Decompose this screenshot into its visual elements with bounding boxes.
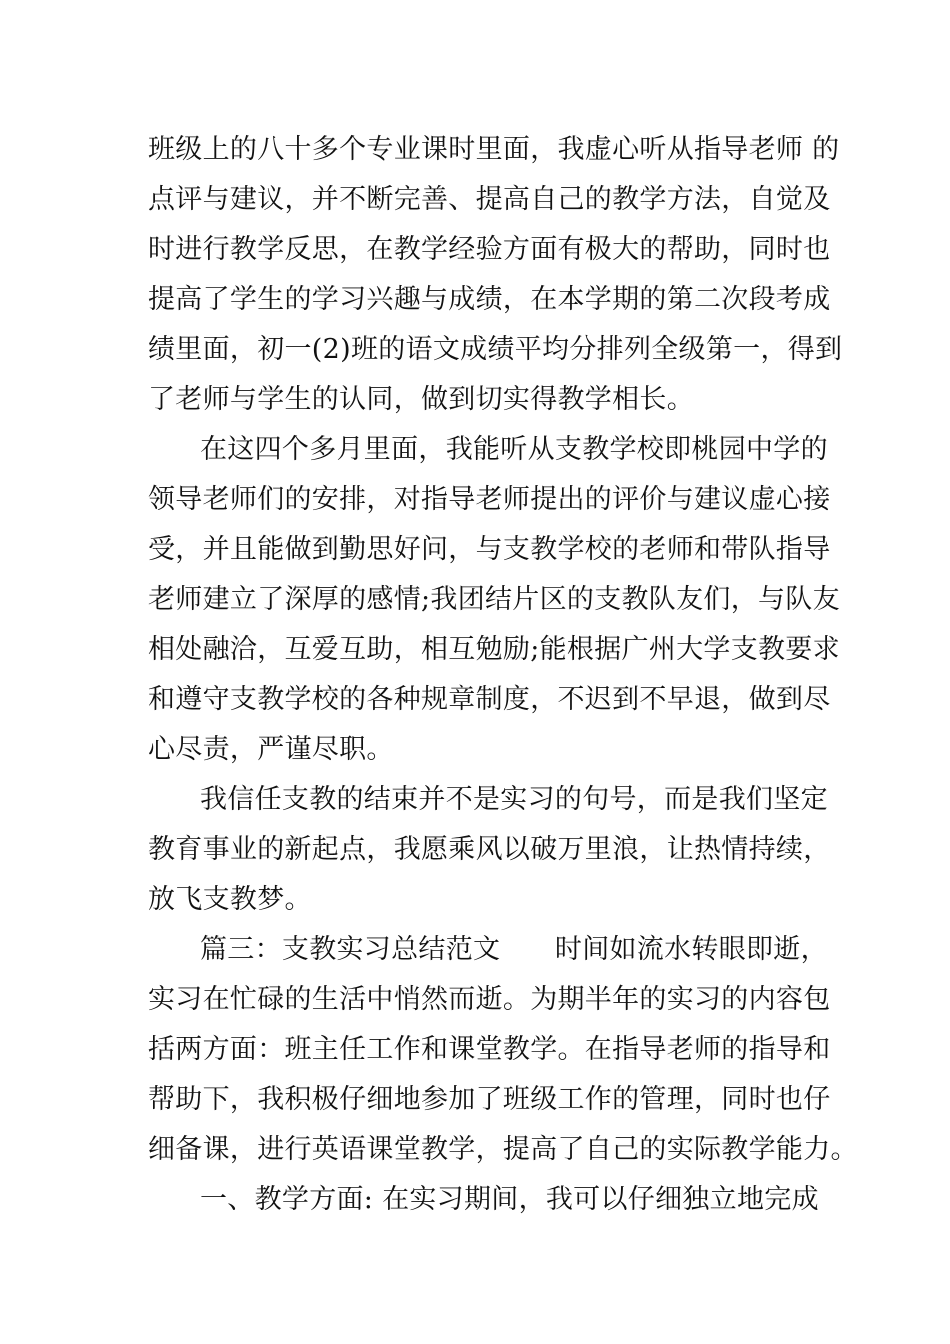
text-line: 点评与建议，并不断完善、提高自己的教学方法，自觉及 <box>148 184 831 215</box>
text-line: 提高了学生的学习兴趣与成绩，在本学期的第二次段考成 <box>148 284 831 315</box>
text-line: 帮助下，我积极仔细地参加了班级工作的管理，同时也仔 <box>148 1084 831 1115</box>
text-line: 细备课，进行英语课堂教学，提高了自己的实际教学能力。 <box>148 1134 858 1165</box>
text-line: 班级上的八十多个专业课时里面，我虚心听从指导老师 的 <box>148 134 840 165</box>
text-line: 括两方面：班主任工作和课堂教学。在指导老师的指导和 <box>148 1034 831 1065</box>
text-line: 时进行教学反思，在教学经验方面有极大的帮助，同时也 <box>148 234 831 265</box>
text-line: 了老师与学生的认同，做到切实得教学相长。 <box>148 384 694 415</box>
paragraph-first-line: 我信任支教的结束并不是实习的句号，而是我们坚定 <box>200 784 828 815</box>
paragraph-first-line: 一、教学方面: 在实习期间，我可以仔细独立地完成 <box>200 1184 819 1215</box>
text-line: 绩里面，初一(2)班的语文成绩平均分排列全级第一，得到 <box>148 334 843 365</box>
paragraph-first-line: 在这四个多月里面，我能听从支教学校即桃园中学的 <box>200 434 828 465</box>
text-line: 相处融洽，互爱互助，相互勉励;能根据广州大学支教要求 <box>148 634 840 665</box>
text-line: 受，并且能做到勤思好问，与支教学校的老师和带队指导 <box>148 534 831 565</box>
text-line: 教育事业的新起点，我愿乘风以破万里浪，让热情持续， <box>148 834 831 865</box>
text-line: 心尽责，严谨尽职。 <box>148 734 394 765</box>
text-line: 实习在忙碌的生活中悄然而逝。为期半年的实习的内容包 <box>148 984 831 1015</box>
text-line: 老师建立了深厚的感情;我团结片区的支教队友们，与队友 <box>148 584 840 615</box>
paragraph-first-line: 篇三：支教实习总结范文 时间如流水转眼即逝， <box>200 934 828 965</box>
text-line: 和遵守支教学校的各种规章制度，不迟到不早退，做到尽 <box>148 684 831 715</box>
text-line: 放飞支教梦。 <box>148 884 312 915</box>
text-line: 领导老师们的安排，对指导老师提出的评价与建议虚心接 <box>148 484 831 515</box>
